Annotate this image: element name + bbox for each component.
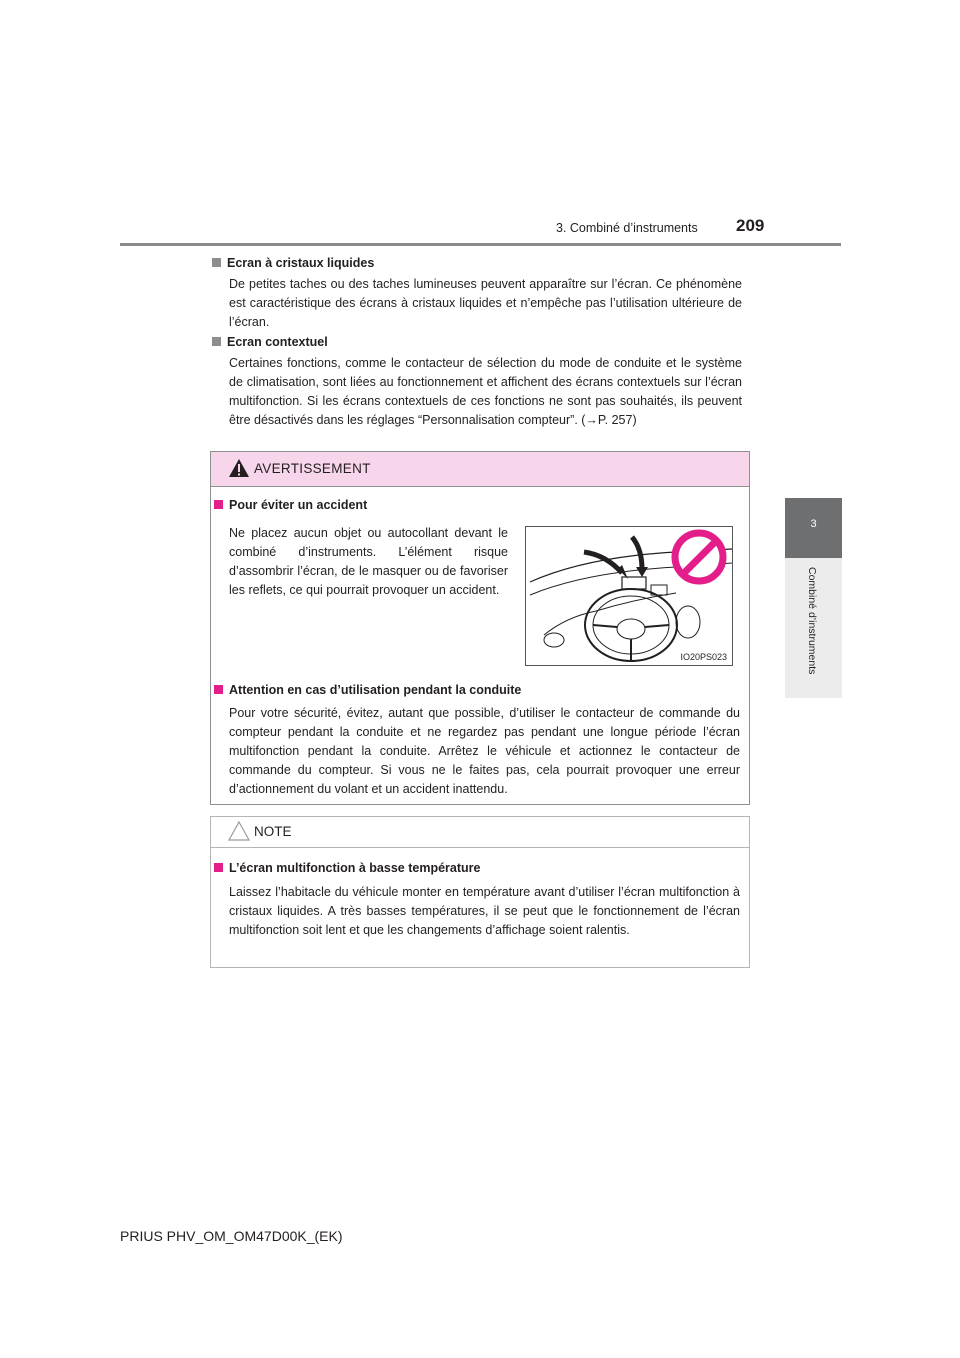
note-heading: NOTE <box>254 824 292 839</box>
note-header <box>211 817 749 848</box>
warning-triangle-icon <box>228 458 250 478</box>
bullet-square-icon <box>214 685 223 694</box>
section-title: Ecran à cristaux liquides <box>212 255 742 272</box>
note-item-body: Laissez l’habitacle du véhicule monter en température avant d’utiliser l’écran multifonction à cristaux liquides. A très basses températures, il se peut que le fonctionnement de l’écran multifonction soit lent et que les changements d’affichage soient ralentis. <box>229 885 740 937</box>
dashboard-drawing <box>526 527 732 665</box>
note-item-title: L’écran multifonction à basse température <box>214 861 480 875</box>
warning-item-title: Pour éviter un accident <box>214 498 367 512</box>
chapter-tab-label: Combiné d’instruments <box>806 567 818 675</box>
warning-header <box>211 452 749 487</box>
section-lcd <box>212 255 742 332</box>
warning-item-body: Pour votre sécurité, évitez, autant que possible, d’utiliser le contacteur de commande du compteur pendant la conduite et ne regardez pas pendant une longue période l’écran multifonction pendant la conduite. Arrêtez le véhicule et actionnez le contacteur de commande du compteur. Si vous ne le faites pas, cela pourrait provoquer une erreur d’actionnement du volant et un accident inattendu. <box>229 706 740 796</box>
note-box <box>210 816 750 968</box>
bullet-square-icon <box>212 337 221 346</box>
bullet-square-icon <box>212 258 221 267</box>
warning-box <box>210 451 750 805</box>
chapter-tab-number: 3 <box>810 518 817 530</box>
section-body: De petites taches ou des taches lumineuses peuvent apparaître sur l’écran. Ce phénomène est caractéristique des écrans à cristaux liquides et n’empêche pas l’utilisation ultérieure de l’écran. <box>229 277 742 329</box>
section-body: Certaines fonctions, comme le contacteur de sélection du mode de conduite et le système de climatisation, sont liées au fonctionnement et affichent des écrans contextuels sur l’écran multifonction. Si les écrans contextuels de ces fonctions ne sont pas souhaités, ils peuvent être désactivés dans les réglages “Personnalisation compteur”. (→P. 257) <box>229 356 742 427</box>
bullet-square-icon <box>214 863 223 872</box>
chapter-title: 3. Combiné d’instruments <box>556 221 698 235</box>
caution-triangle-icon <box>228 820 250 842</box>
header-divider <box>120 243 841 246</box>
document-code: PRIUS PHV_OM_OM47D00K_(EK) <box>120 1228 343 1244</box>
dashboard-illustration <box>525 526 733 666</box>
chapter-tab[interactable] <box>785 498 842 558</box>
section-popup <box>212 334 742 430</box>
warning-item-title: Attention en cas d’utilisation pendant la conduite <box>214 683 521 697</box>
section-title: Ecran contextuel <box>212 334 742 351</box>
warning-item-body: Ne placez aucun objet ou autocollant devant le combiné d’instruments. L’élément risque d’assombrir l’écran, de le masquer ou de favoriser les reflets, ce qui pourrait provoquer un accident. <box>229 526 508 597</box>
page-number: 209 <box>736 216 765 235</box>
bullet-square-icon <box>214 500 223 509</box>
warning-heading: AVERTISSEMENT <box>254 461 371 476</box>
illustration-code: IO20PS023 <box>680 652 727 662</box>
